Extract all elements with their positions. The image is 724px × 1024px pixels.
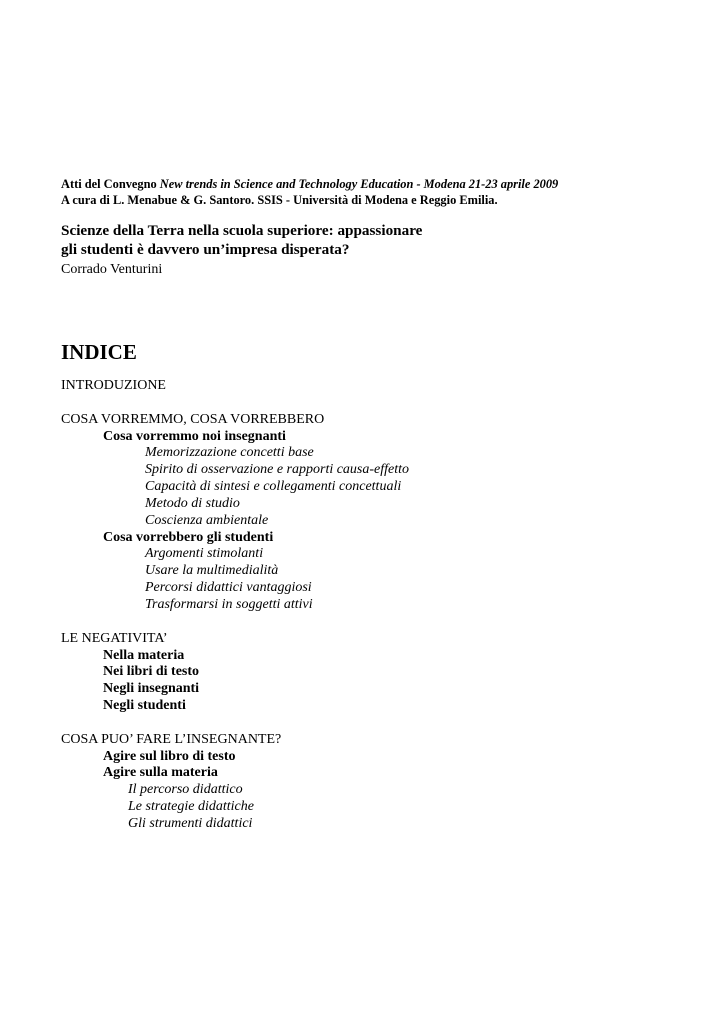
toc-item: Argomenti stimolanti bbox=[145, 546, 264, 562]
header-line-2: A cura di L. Menabue & G. Santoro. SSIS - Università di Modena e Reggio Emilia. bbox=[61, 193, 498, 207]
toc-item: Capacità di sintesi e collegamenti concettuali bbox=[145, 479, 402, 495]
header-line-1 bbox=[61, 176, 558, 192]
toc-item: Il percorso didattico bbox=[128, 782, 243, 798]
paper-author: Corrado Venturini bbox=[61, 262, 163, 277]
toc-section-3-sub-2: Agire sulla materia bbox=[103, 765, 218, 781]
toc-section-2-item: Nella materia bbox=[103, 647, 185, 663]
paper-title-line-2: gli studenti è davvero un’impresa disperata? bbox=[61, 241, 350, 258]
toc-section-2-item: Negli studenti bbox=[103, 698, 186, 714]
toc-item: Gli strumenti didattici bbox=[128, 815, 253, 831]
header-conference-name: New trends in Science and Technology Education - Modena 21-23 aprile 2009 bbox=[159, 177, 559, 191]
paper-title-line-1: Scienze della Terra nella scuola superiore: appassionare bbox=[61, 222, 423, 239]
title-block bbox=[61, 221, 422, 279]
toc-item: Percorsi didattici vantaggiosi bbox=[145, 580, 312, 596]
toc-item: Usare la multimedialità bbox=[145, 563, 279, 579]
toc-item: Coscienza ambientale bbox=[145, 512, 269, 528]
toc-section-2-item: Negli insegnanti bbox=[103, 681, 200, 697]
toc-section-1: COSA VORREMMO, COSA VORREBBERO bbox=[61, 411, 325, 427]
toc-section-1-sub-2: Cosa vorrebbero gli studenti bbox=[103, 529, 274, 545]
toc-introduzione: INTRODUZIONE bbox=[61, 378, 166, 393]
toc-section-2-item: Nei libri di testo bbox=[103, 664, 200, 680]
header-prefix: Atti del Convegno bbox=[61, 177, 160, 191]
index-heading: INDICE bbox=[61, 340, 137, 364]
toc-item: Le strategie didattiche bbox=[128, 799, 254, 815]
toc-section-2: LE NEGATIVITA’ bbox=[61, 630, 168, 646]
table-of-contents bbox=[61, 378, 409, 833]
conference-header bbox=[61, 176, 558, 208]
toc-item: Trasformarsi in soggetti attivi bbox=[145, 596, 313, 612]
toc-section-3: COSA PUO’ FARE L’INSEGNANTE? bbox=[61, 731, 282, 747]
toc-section-1-sub-1: Cosa vorremmo noi insegnanti bbox=[103, 428, 286, 444]
toc-item: Memorizzazione concetti base bbox=[145, 445, 314, 461]
toc-item: Metodo di studio bbox=[145, 495, 240, 511]
toc-item: Spirito di osservazione e rapporti causa-effetto bbox=[145, 462, 410, 478]
toc-section-3-sub-1: Agire sul libro di testo bbox=[103, 748, 236, 764]
